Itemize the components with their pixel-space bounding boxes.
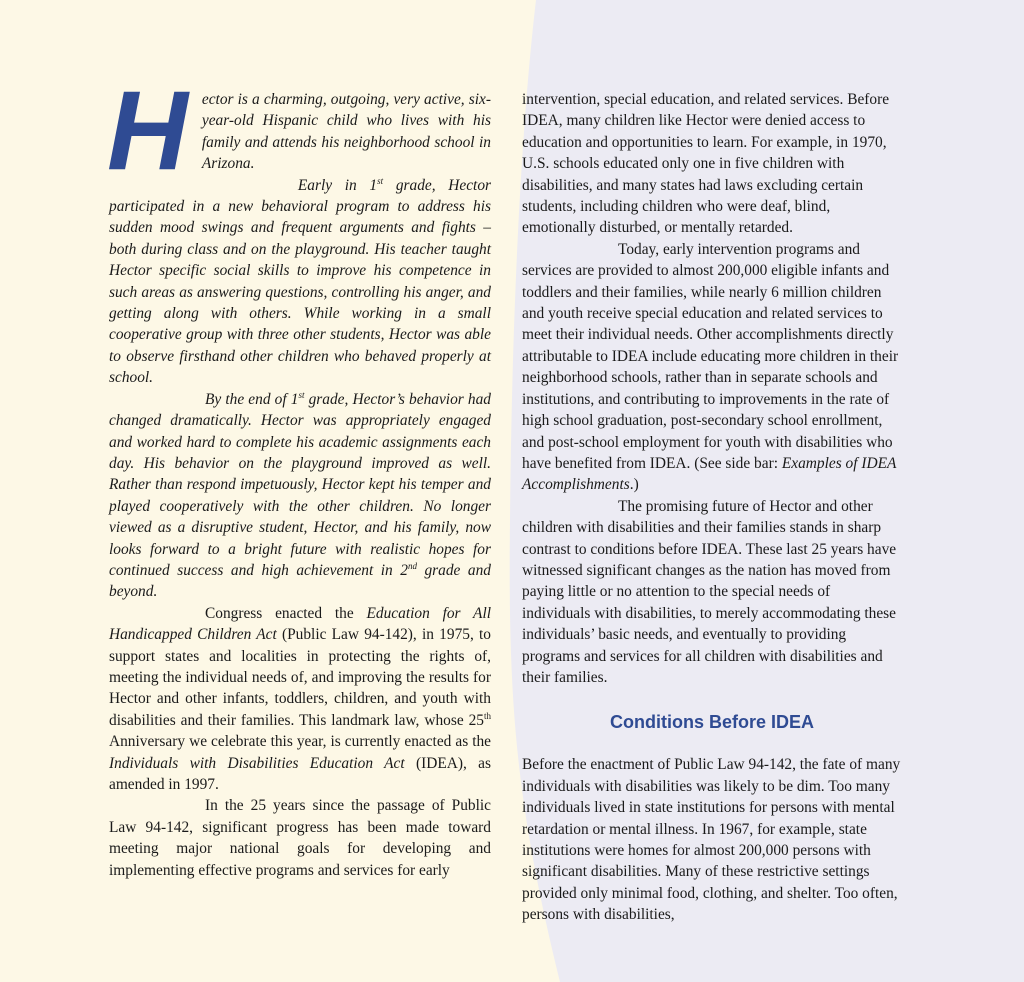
paragraph-behavior-change: By the end of 1st grade, Hector’s behavior had changed dramatically. Hector was appropriately engaged and worked hard to complete his academic assignments each day. His behavior on the playground improved as well. Rather than respond impetuously, Hector kept his temper and played cooperatively with the other children. No longer viewed as a disruptive student, Hector, and his family, now looks forward to a bright future with realistic hopes for continued success and high achievement in 2nd grade and beyond. — [109, 389, 491, 601]
paragraph-first-grade: Early in 1st grade, Hector participated in a new behavioral program to address his sudden mood swings and frequent arguments and fights – both during class and on the playground. His teacher taught Hector specific social skills to improve his competence in such areas as answering questions, controlling his anger, and getting along with others. While working in a small cooperative group with three other students, Hector was able to observe firsthand other children who behaved properly at school. — [109, 175, 491, 387]
paragraph-progress: In the 25 years since the passage of Public Law 94-142, significant progress has been made toward meeting major national goals for developing and implementing effective programs and services for early — [109, 797, 491, 879]
intro-paragraph: Hector is a charming, outgoing, very active, six-year-old Hispanic child who lives with his family and attends his neighborhood school in Arizona. — [107, 68, 491, 193]
right-column — [522, 89, 902, 926]
paragraph-today: Today, early intervention programs and services are provided to almost 200,000 eligible infants and toddlers and their families, while nearly 6 million children and youth receive special education and related services to meet their individual needs. Other accomplishments directly attributable to IDEA include educating more children in their neighborhood schools, rather than in separate schools and institutions, and contributing to improvements in the rate of high school graduation, post-secondary school enrollment, and post-school employment for youth with disabilities who have benefited from IDEA. (See side bar: Examples of IDEA Accomplishments.) — [522, 240, 899, 494]
section-heading: Conditions Before IDEA — [609, 712, 814, 733]
paragraph-promising-future: The promising future of Hector and other children with disabilities and their families stands in sharp contrast to conditions before IDEA. These last 25 years have witnessed significant changes as the nation has moved from paying little or no attention to the special needs of individuals with disabilities, to merely accommodating these individuals’ basic needs, and eventually to providing programs and services for all children with disabilities and their families. — [522, 497, 897, 686]
paragraph-conditions: Before the enactment of Public Law 94-142, the fate of many individuals with disabilities was likely to be dim. Too many individuals lived in state institutions for persons with mental retardation or mental illness. In 1967, for example, state institutions were homes for almost 200,000 persons with significant disabilities. Many of these restrictive settings provided only minimal food, clothing, and shelter. Too often, persons with disabilities, — [522, 756, 901, 924]
drop-cap: H — [107, 68, 188, 193]
paragraph-before-idea: intervention, special education, and related services. Before IDEA, many children like Hector were denied access to education and opportunities to learn. For example, in 1970, U.S. schools educated only one in five children with disabilities, and many states had laws excluding certain students, including children who were deaf, blind, emotionally disturbed, or mentally retarded. — [522, 91, 890, 237]
paragraph-congress-act: Congress enacted the Education for All Handicapped Children Act (Public Law 94-142), in 1975, to support states and localities in protecting the rights of, meeting the individual needs of, and improving the results for Hector and other infants, toddlers, children, and youth with disabilities and their families. This landmark law, whose 25th Anniversary we celebrate this year, is currently enacted as the Individuals with Disabilities Education Act (IDEA), as amended in 1997. — [109, 604, 492, 793]
left-column — [107, 68, 492, 881]
